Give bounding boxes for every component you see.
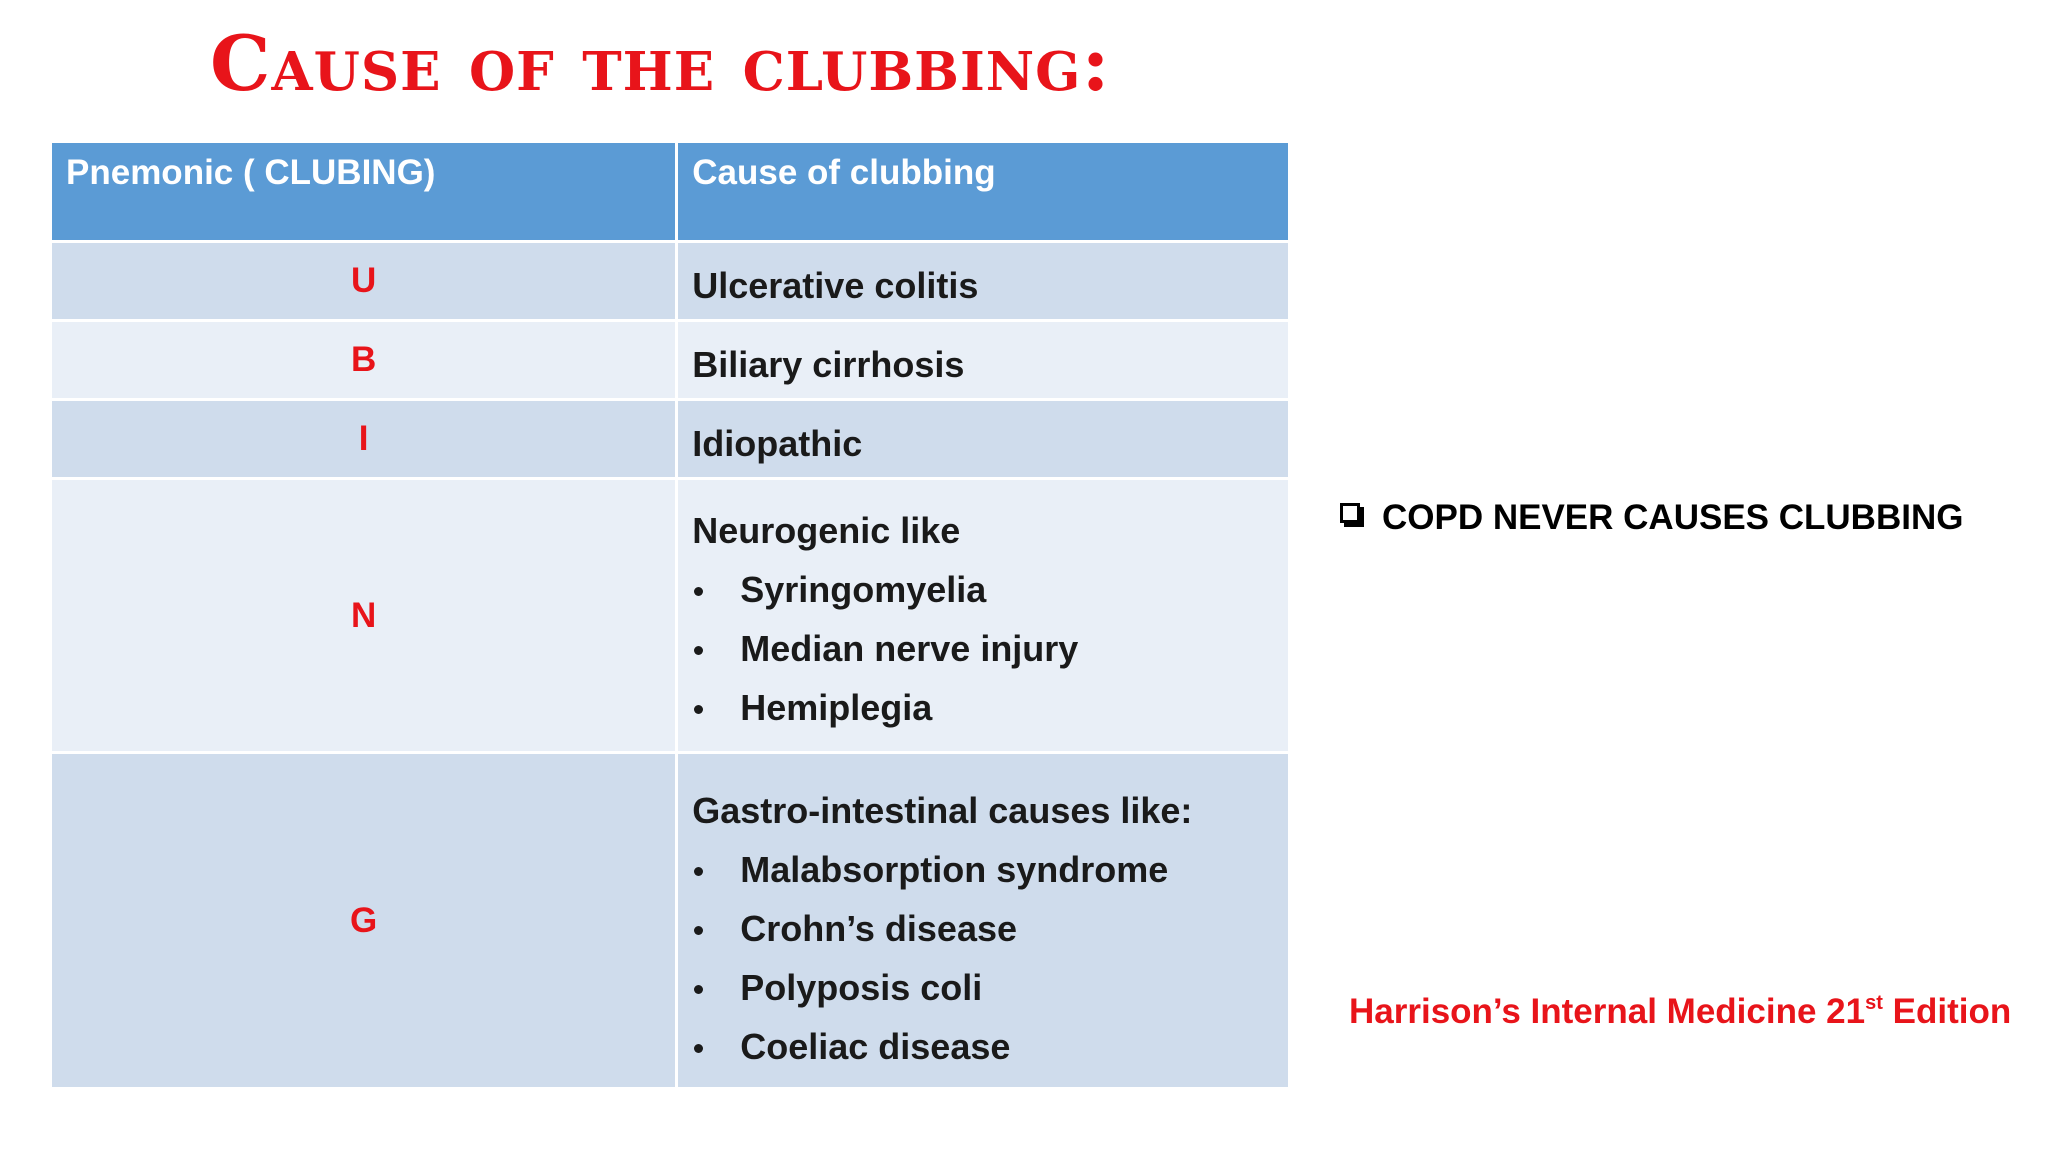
list-item: Coeliac disease [692, 1026, 1288, 1068]
cause-cell [677, 753, 1290, 1089]
cause-sub-list [692, 849, 1288, 1068]
list-item: Polyposis coli [692, 967, 1288, 1009]
header-cause: Cause of clubbing [677, 142, 1290, 242]
table-row-g [51, 753, 1290, 1089]
list-item: Malabsorption syndrome [692, 849, 1288, 891]
reference-suffix: Edition [1882, 992, 2012, 1031]
list-item: Median nerve injury [692, 628, 1288, 670]
cause-text: Gastro-intestinal causes like: [692, 790, 1193, 831]
note-text: COPD NEVER CAUSES CLUBBING [1382, 498, 1964, 537]
mnemonic-table [49, 140, 1291, 1090]
mnemonic-letter: N [51, 479, 677, 753]
list-item: Hemiplegia [692, 687, 1288, 729]
reference-citation [1349, 992, 2011, 1032]
list-item: Syringomyelia [692, 569, 1288, 611]
bullet-icon [694, 646, 703, 655]
header-mnemonic: Pnemonic ( CLUBING) [51, 142, 677, 242]
cause-cell [677, 242, 1290, 321]
bullet-icon [694, 985, 703, 994]
cause-sub-list [692, 569, 1288, 729]
bullet-icon [694, 1044, 703, 1053]
table-row-b [51, 321, 1290, 400]
mnemonic-letter: G [51, 753, 677, 1089]
cause-cell [677, 479, 1290, 753]
table-row-i [51, 400, 1290, 479]
bullet-icon [694, 926, 703, 935]
cause-text: Ulcerative colitis [692, 265, 979, 306]
list-item: Crohn’s disease [692, 908, 1288, 950]
bullet-icon [694, 705, 703, 714]
table-header-row [51, 142, 1290, 242]
slide-title: Cause of the clubbing: [210, 19, 1111, 108]
cause-cell [677, 321, 1290, 400]
cause-text: Biliary cirrhosis [692, 344, 965, 385]
bullet-icon [694, 867, 703, 876]
cause-text: Idiopathic [692, 423, 863, 464]
cause-cell [677, 400, 1290, 479]
bullet-icon [694, 587, 703, 596]
checkbox-bullet-icon [1340, 503, 1360, 523]
reference-superscript: st [1865, 992, 1883, 1014]
copd-note [1340, 498, 1963, 538]
mnemonic-letter: U [51, 242, 677, 321]
mnemonic-letter: B [51, 321, 677, 400]
table-row-u [51, 242, 1290, 321]
reference-prefix: Harrison’s Internal Medicine 21 [1349, 992, 1866, 1031]
mnemonic-letter: I [51, 400, 677, 479]
table-row-n [51, 479, 1290, 753]
cause-text: Neurogenic like [692, 510, 961, 551]
